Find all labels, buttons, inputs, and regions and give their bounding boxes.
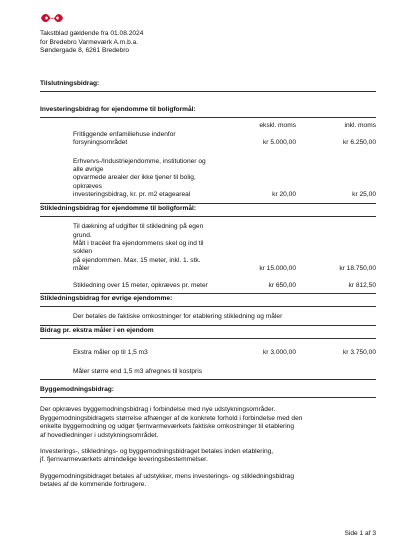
price-row-description: Erhvervs-/Industriejendomme, institutioner og alle øvrige opvarmede arealer der ikke tjener til bolig, opkræves investeringsbidrag, kr. pr. m2 etageareal <box>73 157 206 199</box>
price-row <box>40 282 376 290</box>
price-ex-vat: kr 650,00 <box>268 281 296 289</box>
column-header-ex-vat: ekskl. moms <box>259 122 296 130</box>
ekstra-maaler-heading: Bidrag pr. ekstra måler i en ejendom <box>40 326 154 334</box>
price-inc-vat: kr 6.250,00 <box>343 139 376 147</box>
divider <box>40 306 376 307</box>
byggemodning-paragraph: Investerings-, stiklednings- og byggemodningsbidraget betales inden etablering, jf. fjernvarmeværkets almindelige leveringsbestemmelser. <box>40 448 274 464</box>
header-line: Takstblad gældende fra 01.08.2024 <box>40 30 144 38</box>
price-ex-vat: kr 15.000,00 <box>259 265 296 273</box>
stik-ovrige-text: Der betales de faktiske omkostninger for etablering stikledning og måler <box>73 313 283 321</box>
header-line: for Bredebro Varmeværk A.m.b.a. <box>40 38 139 46</box>
divider <box>40 293 376 294</box>
price-row <box>40 131 376 148</box>
price-row-description: Fritliggende enfamiliehuse indenfor forsyningsområdet <box>73 130 176 147</box>
divider <box>40 338 376 339</box>
price-inc-vat: kr 18.750,00 <box>339 265 376 273</box>
utility-logo-icon <box>40 12 64 24</box>
price-column-headers <box>40 122 376 130</box>
column-header-inc-vat: inkl. moms <box>344 122 376 130</box>
price-row-description: Ekstra måler op til 1,5 m3 <box>73 349 148 357</box>
price-inc-vat: kr 3.750,00 <box>343 349 376 357</box>
stik-ovrige-heading: Stikledningsbidrag for øvrige ejendomme: <box>40 294 173 302</box>
price-row <box>40 349 376 357</box>
divider <box>40 397 376 398</box>
stik-bolig-heading: Stikledningsbidrag for ejendomme til boligformål: <box>40 204 197 212</box>
ekstra-maaler-note: Måler større end 1,5 m3 afregnes til kostpris <box>73 367 202 375</box>
price-inc-vat: kr 25,00 <box>352 191 376 199</box>
byggemodning-heading: Byggemodningsbidrag: <box>40 385 114 393</box>
tilslutning-heading: Tilslutningsbidrag: <box>40 79 100 87</box>
divider <box>40 203 376 204</box>
price-inc-vat: kr 812,50 <box>348 281 376 289</box>
price-row <box>40 158 376 200</box>
byggemodning-paragraph: Der opkræves byggemodningsbidrag i forbindelse med nye udstykningsområder. Byggemodningsbidragets størrelse afhænger af de konkrete forhold i forbindelse med den enkelte byggemodning og udgør fjernvarmeværkets faktiske omkostninger til etablering af hovedledninger i udstykningsområdet. <box>40 406 303 439</box>
investering-heading: Investeringsbidrag for ejendomme til boligformål: <box>40 106 196 114</box>
price-ex-vat: kr 20,00 <box>272 191 296 199</box>
price-row-description: Stikledning over 15 meter, opkræves pr. meter <box>73 281 208 289</box>
page-number: Side 1 af 3 <box>344 529 376 537</box>
header-line: Søndergade 8, 6261 Bredebro <box>40 47 130 55</box>
divider <box>40 325 376 326</box>
document-header <box>40 30 376 55</box>
byggemodning-paragraph: Byggemodningsbidraget betales af udstykker, mens investerings- og stikledningsbidrag betales af de kommende forbrugere. <box>40 472 295 489</box>
divider <box>40 117 376 118</box>
price-row <box>40 223 376 273</box>
divider <box>40 216 376 217</box>
divider <box>40 91 376 92</box>
price-ex-vat: kr 5.000,00 <box>263 139 296 147</box>
price-row-description: Til dækning af udgifter til stikledning på egen grund. Målt i tracéet fra ejendommens skel og ind til soklen på ejendommen. Max. 15 meter, inkl. 1. stk. måler <box>73 223 204 273</box>
divider <box>40 379 376 380</box>
price-ex-vat: kr 3.000,00 <box>263 349 296 357</box>
